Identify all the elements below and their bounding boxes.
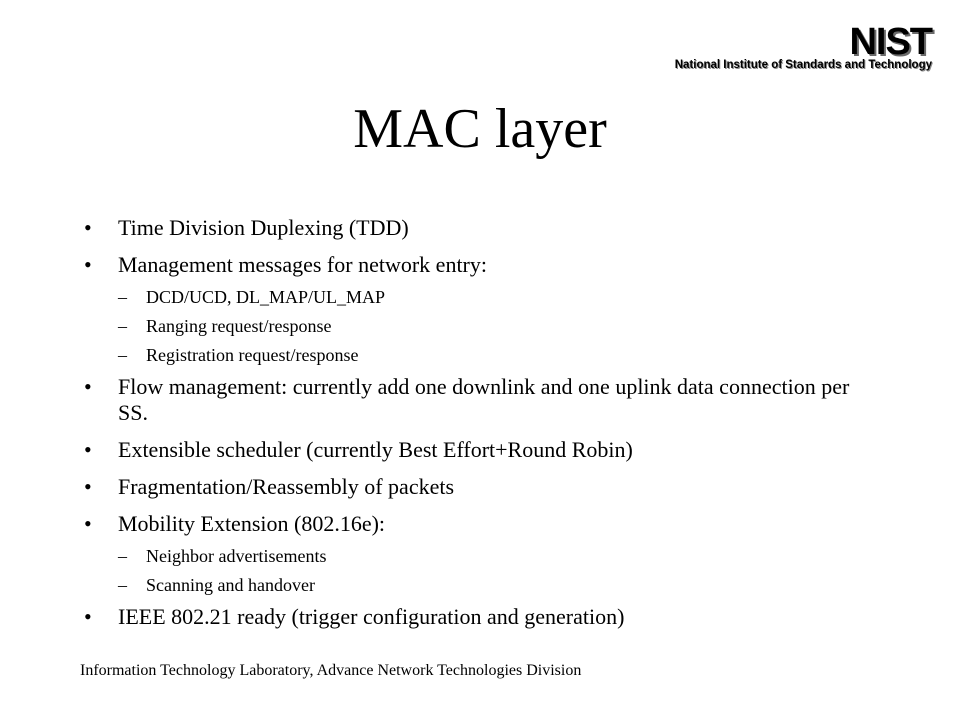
bullet-item (80, 437, 880, 463)
bullet-icon: • (84, 215, 92, 240)
sub-bullet-text: Registration request/response (146, 345, 359, 365)
bullet-text: Flow management: currently add one downlink and one uplink data connection per SS. (118, 374, 850, 425)
nist-logo-subtitle: National Institute of Standards and Technology (674, 59, 932, 71)
bullet-icon: • (84, 474, 92, 499)
bullet-text: Management messages for network entry: (118, 252, 487, 277)
bullet-list (80, 215, 880, 641)
sub-bullet-list (118, 545, 880, 596)
sub-bullet-text: Ranging request/response (146, 316, 332, 336)
dash-icon: – (118, 575, 127, 595)
sub-bullet-text: DCD/UCD, DL_MAP/UL_MAP (146, 287, 386, 307)
sub-bullet-item (118, 545, 880, 567)
bullet-item (80, 215, 880, 241)
bullet-item (80, 604, 880, 630)
bullet-item (80, 474, 880, 500)
bullet-icon: • (84, 604, 92, 629)
sub-bullet-item (118, 286, 880, 308)
bullet-icon: • (84, 437, 92, 462)
nist-logo (662, 21, 938, 74)
bullet-icon: • (84, 511, 92, 536)
bullet-text: Mobility Extension (802.16e): (118, 511, 386, 536)
sub-bullet-item (118, 574, 880, 596)
dash-icon: – (118, 345, 127, 365)
bullet-text: Time Division Duplexing (TDD) (118, 215, 409, 240)
dash-icon: – (118, 316, 127, 336)
bullet-text: Extensible scheduler (currently Best Effort+Round Robin) (118, 437, 633, 462)
dash-icon: – (118, 287, 127, 307)
nist-logo-mark: NIST (849, 21, 932, 63)
slide-footer: Information Technology Laboratory, Advance Network Technologies Division (80, 662, 582, 679)
bullet-text: Fragmentation/Reassembly of packets (118, 474, 455, 499)
sub-bullet-text: Neighbor advertisements (146, 546, 327, 566)
bullet-text: IEEE 802.21 ready (trigger configuration and generation) (118, 604, 625, 629)
bullet-icon: • (84, 374, 92, 399)
bullet-icon: • (84, 252, 92, 277)
sub-bullet-list (118, 286, 880, 366)
bullet-item (80, 374, 880, 426)
sub-bullet-item (118, 315, 880, 337)
bullet-item (80, 252, 880, 366)
sub-bullet-item (118, 344, 880, 366)
sub-bullet-text: Scanning and handover (146, 575, 315, 595)
dash-icon: – (118, 546, 127, 566)
slide-title: MAC layer (353, 98, 607, 160)
bullet-item (80, 511, 880, 596)
